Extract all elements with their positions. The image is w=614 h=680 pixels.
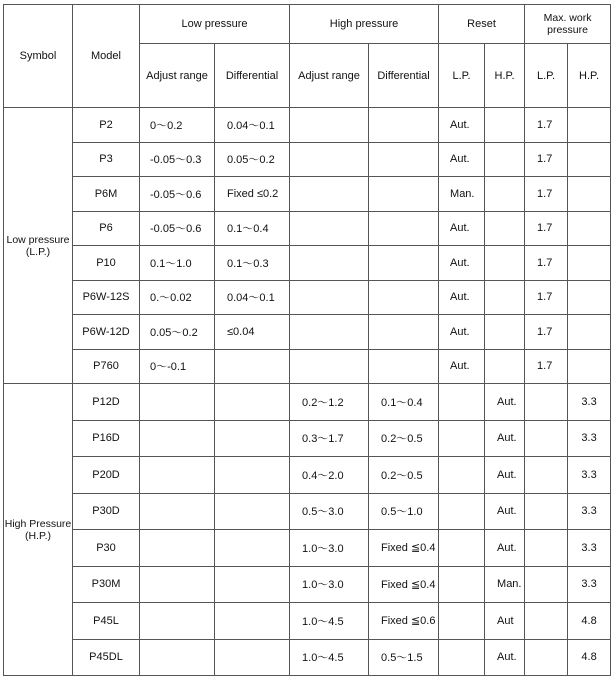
lp-differential-cell: ≤0.04 [215, 315, 290, 350]
reset-hp-cell: Aut. [485, 530, 525, 567]
hp-adjust-cell: 0.2～1.2 [290, 384, 369, 421]
reset-hp-cell [485, 280, 525, 315]
group-high-pressure: High Pressure (H.P.) [4, 384, 73, 676]
header-reset: Reset [439, 5, 525, 44]
lp-differential-cell: 0.1～0.3 [215, 246, 290, 281]
header-reset-lp: L.P. [439, 44, 485, 108]
lp-adjust-cell: 0～0.2 [140, 108, 215, 143]
header-max-hp: H.P. [568, 44, 611, 108]
hp-adjust-cell [290, 246, 369, 281]
max-lp-cell: 1.7 [525, 177, 568, 212]
reset-lp-cell: Aut. [439, 108, 485, 143]
max-lp-cell [525, 566, 568, 603]
reset-hp-cell [485, 246, 525, 281]
max-hp-cell: 3.3 [568, 420, 611, 457]
lp-adjust-cell [140, 457, 215, 494]
model-cell: P45DL [73, 639, 140, 676]
table-row [4, 639, 611, 676]
hp-adjust-cell: 1.0～3.0 [290, 566, 369, 603]
max-lp-cell [525, 384, 568, 421]
hp-adjust-cell [290, 349, 369, 384]
reset-lp-cell: Aut. [439, 315, 485, 350]
header-high-pressure: High pressure [290, 5, 439, 44]
header-max-lp: L.P. [525, 44, 568, 108]
header-reset-hp: H.P. [485, 44, 525, 108]
model-cell: P30D [73, 493, 140, 530]
lp-adjust-cell: -0.05～0.6 [140, 177, 215, 212]
header-model: Model [73, 5, 140, 108]
lp-adjust-cell [140, 420, 215, 457]
hp-adjust-cell [290, 211, 369, 246]
hp-differential-cell [369, 246, 439, 281]
hp-differential-cell [369, 280, 439, 315]
pressure-switch-spec-table [3, 4, 611, 676]
table-row [4, 108, 611, 143]
hp-differential-cell: 0.5～1.0 [369, 493, 439, 530]
reset-lp-cell: Aut. [439, 280, 485, 315]
lp-differential-cell [215, 639, 290, 676]
header-symbol: Symbol [4, 5, 73, 108]
reset-lp-cell [439, 530, 485, 567]
lp-adjust-cell: 0～-0.1 [140, 349, 215, 384]
hp-adjust-cell: 1.0～3.0 [290, 530, 369, 567]
hp-differential-cell [369, 349, 439, 384]
lp-adjust-cell [140, 603, 215, 640]
lp-adjust-cell: 0.05～0.2 [140, 315, 215, 350]
table-row [4, 457, 611, 494]
max-hp-cell [568, 280, 611, 315]
lp-adjust-cell: -0.05～0.3 [140, 142, 215, 177]
reset-hp-cell: Aut. [485, 493, 525, 530]
header-max-work-pressure: Max. work pressure [525, 5, 611, 44]
hp-differential-cell: 0.1～0.4 [369, 384, 439, 421]
max-lp-cell [525, 530, 568, 567]
max-hp-cell: 3.3 [568, 493, 611, 530]
max-hp-cell [568, 142, 611, 177]
table-row [4, 349, 611, 384]
model-cell: P6W-12S [73, 280, 140, 315]
table-row [4, 142, 611, 177]
model-cell: P6M [73, 177, 140, 212]
header-low-pressure: Low pressure [140, 5, 290, 44]
lp-differential-cell [215, 566, 290, 603]
lp-differential-cell [215, 420, 290, 457]
header-lp-adjust-range: Adjust range [140, 44, 215, 108]
reset-lp-cell: Aut. [439, 142, 485, 177]
lp-adjust-cell [140, 493, 215, 530]
lp-differential-cell [215, 603, 290, 640]
reset-hp-cell: Aut [485, 603, 525, 640]
max-hp-cell [568, 108, 611, 143]
hp-differential-cell: Fixed ≦0.4 [369, 530, 439, 567]
table-row [4, 177, 611, 212]
model-cell: P3 [73, 142, 140, 177]
lp-adjust-cell [140, 566, 215, 603]
table-row [4, 315, 611, 350]
reset-hp-cell [485, 349, 525, 384]
reset-lp-cell [439, 639, 485, 676]
max-hp-cell: 3.3 [568, 384, 611, 421]
hp-adjust-cell [290, 142, 369, 177]
lp-differential-cell: 0.04～0.1 [215, 280, 290, 315]
model-cell: P760 [73, 349, 140, 384]
hp-adjust-cell: 1.0～4.5 [290, 603, 369, 640]
lp-differential-cell: 0.04～0.1 [215, 108, 290, 143]
lp-differential-cell [215, 384, 290, 421]
hp-differential-cell: Fixed ≦0.4 [369, 566, 439, 603]
hp-adjust-cell: 0.3～1.7 [290, 420, 369, 457]
header-hp-adjust-range: Adjust range [290, 44, 369, 108]
model-cell: P30M [73, 566, 140, 603]
table-row [4, 211, 611, 246]
max-lp-cell: 1.7 [525, 246, 568, 281]
model-cell: P16D [73, 420, 140, 457]
lp-differential-cell: Fixed ≤0.2 [215, 177, 290, 212]
hp-adjust-cell [290, 177, 369, 212]
max-hp-cell [568, 211, 611, 246]
reset-lp-cell: Aut. [439, 349, 485, 384]
lp-adjust-cell: 0.～0.02 [140, 280, 215, 315]
max-hp-cell [568, 349, 611, 384]
model-cell: P2 [73, 108, 140, 143]
table-row [4, 493, 611, 530]
model-cell: P20D [73, 457, 140, 494]
model-cell: P45L [73, 603, 140, 640]
model-cell: P6W-12D [73, 315, 140, 350]
table-row [4, 530, 611, 567]
reset-hp-cell [485, 211, 525, 246]
max-hp-cell: 4.8 [568, 603, 611, 640]
hp-adjust-cell [290, 280, 369, 315]
hp-differential-cell [369, 142, 439, 177]
lp-differential-cell [215, 530, 290, 567]
table-row [4, 384, 611, 421]
hp-differential-cell: 0.5～1.5 [369, 639, 439, 676]
max-lp-cell: 1.7 [525, 280, 568, 315]
max-lp-cell: 1.7 [525, 211, 568, 246]
max-lp-cell [525, 603, 568, 640]
hp-differential-cell [369, 177, 439, 212]
hp-differential-cell [369, 108, 439, 143]
model-cell: P12D [73, 384, 140, 421]
hp-adjust-cell [290, 315, 369, 350]
max-lp-cell [525, 639, 568, 676]
lp-adjust-cell: 0.1～1.0 [140, 246, 215, 281]
max-lp-cell [525, 457, 568, 494]
reset-hp-cell: Man. [485, 566, 525, 603]
max-hp-cell [568, 177, 611, 212]
reset-hp-cell [485, 142, 525, 177]
table-row [4, 246, 611, 281]
reset-lp-cell: Man. [439, 177, 485, 212]
reset-lp-cell [439, 420, 485, 457]
lp-adjust-cell: -0.05～0.6 [140, 211, 215, 246]
hp-differential-cell: Fixed ≦0.6 [369, 603, 439, 640]
reset-hp-cell: Aut. [485, 457, 525, 494]
hp-adjust-cell: 1.0～4.5 [290, 639, 369, 676]
reset-hp-cell [485, 315, 525, 350]
header-lp-differential: Differential [215, 44, 290, 108]
max-lp-cell: 1.7 [525, 349, 568, 384]
table-row [4, 603, 611, 640]
group-low-pressure: Low pressure (L.P.) [4, 108, 73, 384]
lp-differential-cell: 0.05～0.2 [215, 142, 290, 177]
reset-lp-cell: Aut. [439, 246, 485, 281]
model-cell: P6 [73, 211, 140, 246]
max-hp-cell: 3.3 [568, 566, 611, 603]
reset-lp-cell [439, 566, 485, 603]
reset-lp-cell [439, 384, 485, 421]
hp-adjust-cell: 0.4～2.0 [290, 457, 369, 494]
lp-differential-cell [215, 457, 290, 494]
hp-adjust-cell: 0.5～3.0 [290, 493, 369, 530]
max-hp-cell: 4.8 [568, 639, 611, 676]
hp-differential-cell [369, 315, 439, 350]
lp-differential-cell [215, 349, 290, 384]
model-cell: P10 [73, 246, 140, 281]
max-lp-cell [525, 420, 568, 457]
reset-lp-cell: Aut. [439, 211, 485, 246]
max-lp-cell: 1.7 [525, 315, 568, 350]
max-lp-cell: 1.7 [525, 108, 568, 143]
reset-hp-cell [485, 177, 525, 212]
table-row [4, 280, 611, 315]
lp-adjust-cell [140, 384, 215, 421]
lp-adjust-cell [140, 639, 215, 676]
reset-hp-cell: Aut. [485, 420, 525, 457]
hp-differential-cell: 0.2～0.5 [369, 457, 439, 494]
max-hp-cell [568, 315, 611, 350]
reset-hp-cell: Aut. [485, 384, 525, 421]
header-hp-differential: Differential [369, 44, 439, 108]
reset-lp-cell [439, 603, 485, 640]
reset-hp-cell [485, 108, 525, 143]
lp-differential-cell: 0.1～0.4 [215, 211, 290, 246]
reset-lp-cell [439, 457, 485, 494]
reset-lp-cell [439, 493, 485, 530]
max-hp-cell: 3.3 [568, 457, 611, 494]
max-lp-cell: 1.7 [525, 142, 568, 177]
reset-hp-cell: Aut. [485, 639, 525, 676]
hp-differential-cell [369, 211, 439, 246]
hp-differential-cell: 0.2～0.5 [369, 420, 439, 457]
max-lp-cell [525, 493, 568, 530]
lp-differential-cell [215, 493, 290, 530]
lp-adjust-cell [140, 530, 215, 567]
max-hp-cell [568, 246, 611, 281]
table-row [4, 566, 611, 603]
hp-adjust-cell [290, 108, 369, 143]
model-cell: P30 [73, 530, 140, 567]
max-hp-cell: 3.3 [568, 530, 611, 567]
table-row [4, 420, 611, 457]
